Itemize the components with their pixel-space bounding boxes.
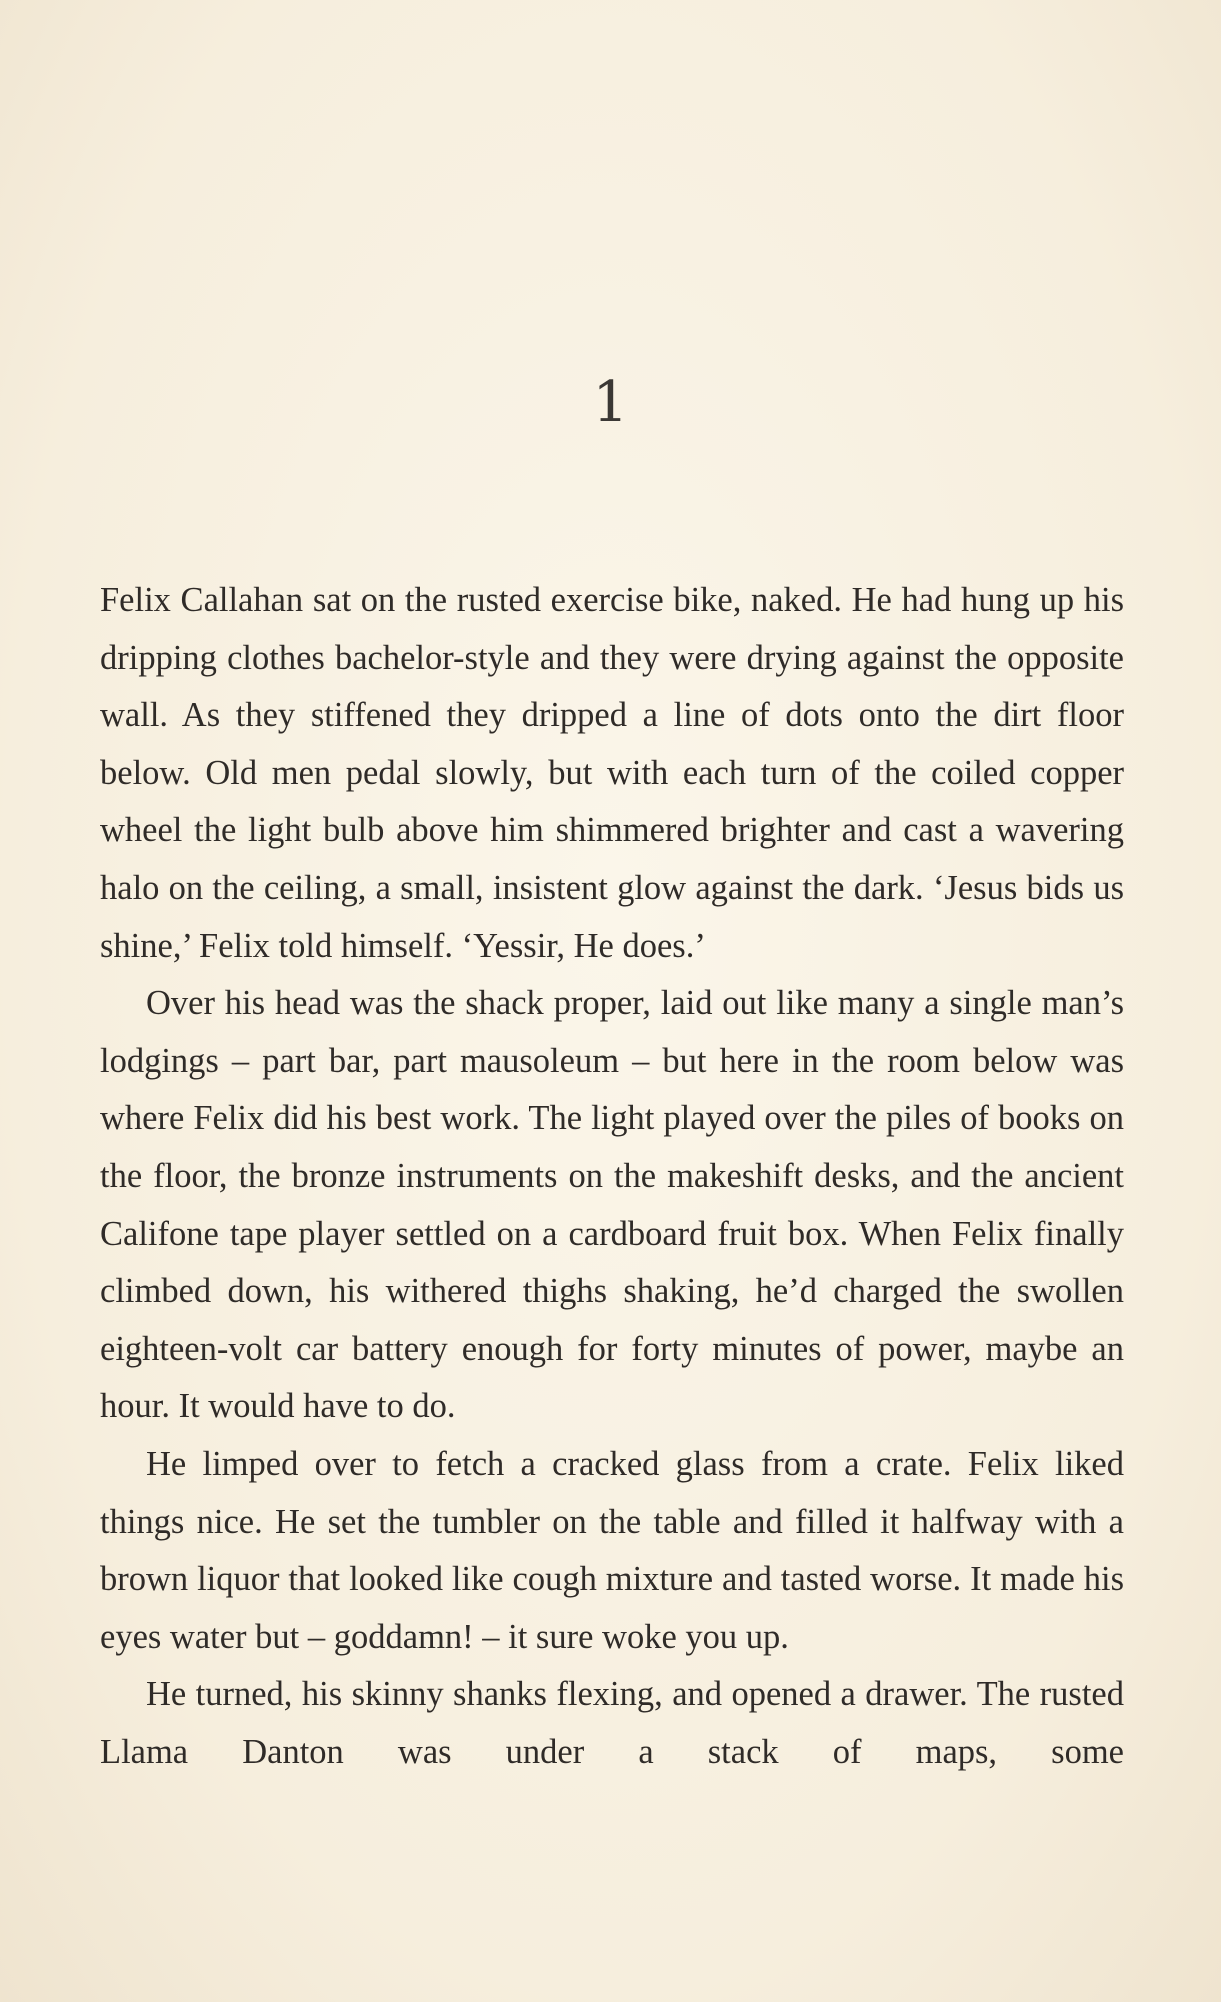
chapter-body xyxy=(100,572,1124,1781)
paragraph-1: Felix Callahan sat on the rusted exercise bike, naked. He had hung up his dripping clothes bachelor-style and they were drying against the opposite wall. As they stiffened they dripped a line of dots onto the dirt floor below. Old men pedal slowly, but with each turn of the coiled copper wheel the light bulb above him shimmered brighter and cast a wavering halo on the ceiling, a small, insistent glow against the dark. ‘Jesus bids us shine,’ Felix told himself. ‘Yessir, He does.’ xyxy=(100,581,1124,965)
paragraph-3: He limped over to fetch a cracked glass from a crate. Felix liked things nice. He set the tumbler on the table and filled it halfway with a brown liquor that looked like cough mixture and tasted worse. It made his eyes water but – goddamn! – it sure woke you up. xyxy=(100,1444,1124,1656)
paragraph-4: He turned, his skinny shanks flexing, and opened a drawer. The rusted Llama Danton was under a stack of maps, some xyxy=(100,1675,1124,1771)
chapter-number: 1 xyxy=(592,370,629,435)
paragraph-2: Over his head was the shack proper, laid out like many a single man’s lodgings – part bar, part mausoleum – but here in the room below was where Felix did his best work. The light played over the piles of books on the floor, the bronze instruments on the makeshift desks, and the ancient Califone tape player settled on a cardboard fruit box. When Felix finally climbed down, his withered thighs shaking, he’d charged the swollen eighteen-volt car battery enough for forty minutes of power, maybe an hour. It would have to do. xyxy=(100,984,1124,1426)
